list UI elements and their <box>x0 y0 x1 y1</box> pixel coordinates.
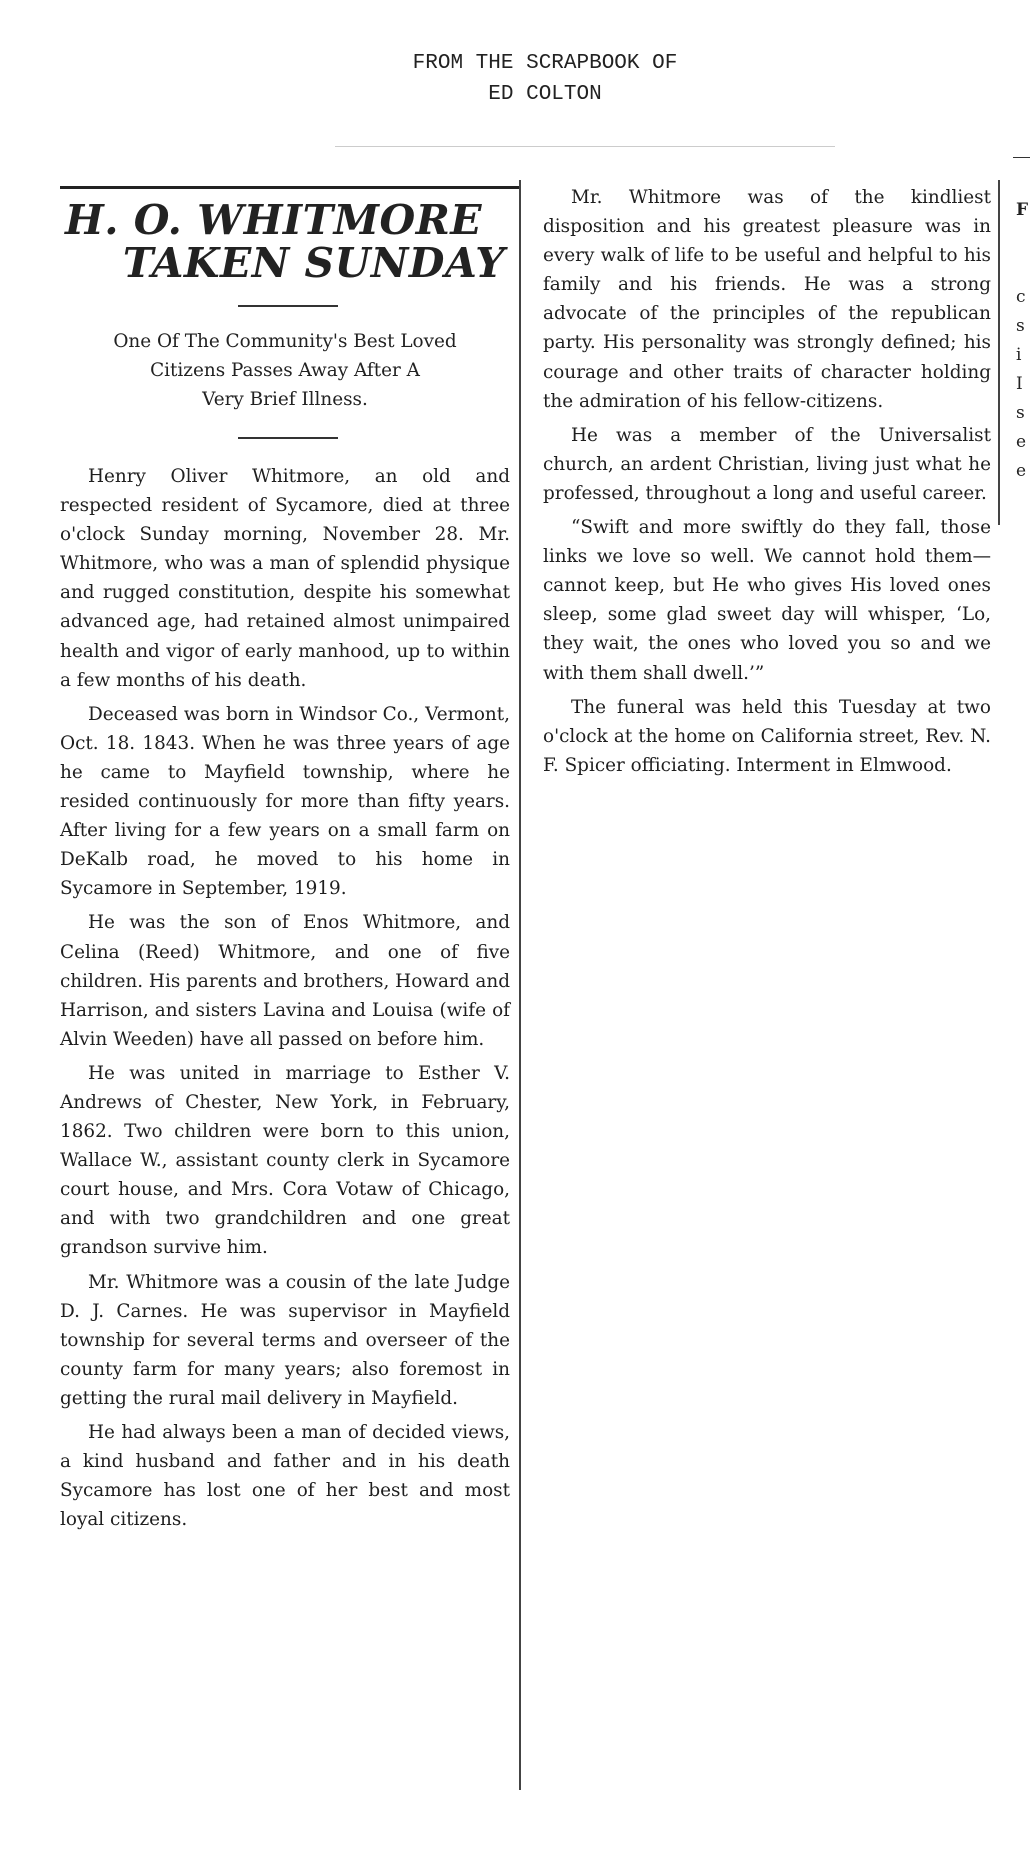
paragraph: “Swift and more swiftly do they fall, those links we love so well. We cannot hold them—cannot keep, but He who gives His loved ones sleep, some glad sweet day will whisper, ‘Lo, they wait, the ones who loved you so and we with them shall dwell.’” <box>543 517 991 684</box>
fragment-letter: s <box>1016 403 1025 423</box>
subhead-line-2: Citizens Passes Away After A <box>150 360 420 381</box>
article-right-column <box>543 183 991 780</box>
fragment-letter: e <box>1016 461 1027 481</box>
paragraph: Mr. Whitmore was of the kindliest disposition and his greatest pleasure was in every walk of life to be useful and helpful to his family and his friends. He was a strong advocate of the principles of the republican party. His personality was strongly defined; his courage and other traits of character holding the admiration of his fellow-citizens. <box>543 187 991 412</box>
paragraph: He was united in marriage to Esther V. Andrews of Chester, New York, in February, 1862. Two children were born to this union, Wallace W., assistant county clerk in Sycamore court house, and Mrs. Cora Votaw of Chicago, and with two grandchildren and one great grandson survive him. <box>60 1062 510 1259</box>
fragment-letter: F <box>1016 200 1029 220</box>
fragment-letter: s <box>1016 316 1025 336</box>
fragment-letter: I <box>1016 374 1023 394</box>
subhead-line-3: Very Brief Illness. <box>202 389 368 410</box>
header-line-2: ED COLTON <box>488 83 602 106</box>
header-divider <box>335 146 835 147</box>
paragraph: The funeral was held this Tuesday at two o'clock at the home on California street, Rev. N. F. Spicer officiating. Interment in Elmwood. <box>543 696 991 776</box>
subhead-line-1: One Of The Community's Best Loved <box>113 331 457 352</box>
paragraph: He was the son of Enos Whitmore, and Celina (Reed) Whitmore, and one of five children. His parents and brothers, Howard and Harrison, and sisters Lavina and Louisa (wife of Alvin Weeden) have all passed on before him. <box>60 912 510 1050</box>
subhead-divider <box>238 437 338 439</box>
fragment-letter: i <box>1016 345 1022 365</box>
fragment-letter: e <box>1016 432 1027 452</box>
subheadline <box>60 327 510 414</box>
column-divider-right <box>998 180 1000 525</box>
column-divider <box>519 180 521 1790</box>
paragraph: Deceased was born in Windsor Co., Vermont, Oct. 18. 1843. When he was three years of age he came to Mayfield township, where he resided continuously for more than fifty years. After living for a few years on a small farm on DeKalb road, he moved to his home in Sycamore in September, 1919. <box>60 703 510 900</box>
article-top-rule <box>60 186 520 189</box>
paragraph: Mr. Whitmore was a cousin of the late Judge D. J. Carnes. He was supervisor in Mayfield township for several terms and overseer of the county farm for many years; also foremost in getting the rural mail delivery in Mayfield. <box>60 1271 510 1409</box>
headline-line-1: H. O. WHITMORE <box>65 196 483 244</box>
scrapbook-header <box>335 48 755 110</box>
adjacent-column-rule <box>1013 157 1030 158</box>
fragment-letter: c <box>1016 287 1026 307</box>
paragraph: He had always been a man of decided views, a kind husband and father and in his death Sycamore has lost one of her best and most loyal citizens. <box>60 1422 510 1531</box>
headline-line-2: TAKEN SUNDAY <box>122 239 505 287</box>
article-left-column <box>60 462 510 1534</box>
adjacent-column-fragment <box>1016 196 1030 486</box>
paragraph: Henry Oliver Whitmore, an old and respected resident of Sycamore, died at three o'clock Sunday morning, November 28. Mr. Whitmore, who was a man of splendid physique and rugged constitution, despite his somewhat advanced age, had retained almost unimpaired health and vigor of early manhood, up to within a few months of his death. <box>60 466 510 691</box>
header-line-1: FROM THE SCRAPBOOK OF <box>412 52 678 75</box>
paragraph: He was a member of the Universalist church, an ardent Christian, living just what he professed, throughout a long and useful career. <box>543 424 991 504</box>
headline-divider <box>238 305 338 307</box>
